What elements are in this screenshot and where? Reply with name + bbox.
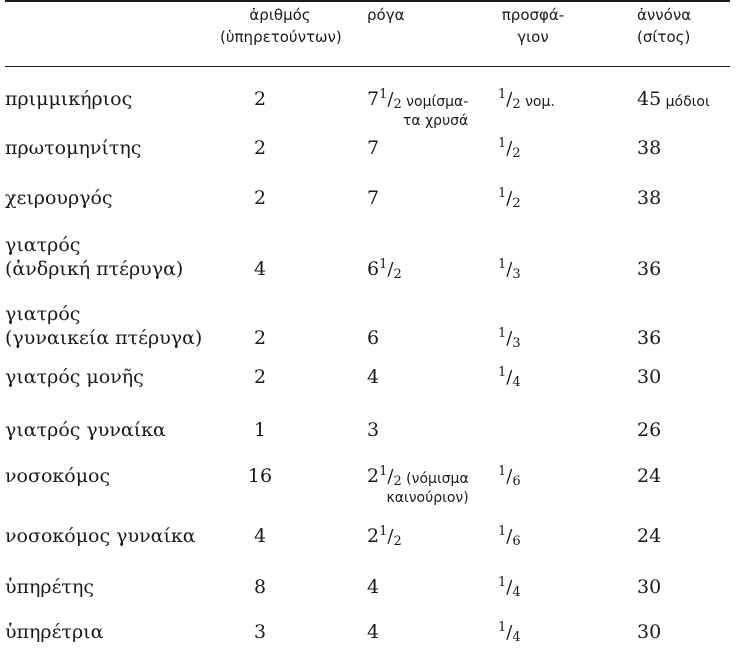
roga-whole: 7 [367,88,380,110]
roga-value [367,257,402,284]
header-prosfagion-line-1: προσφά- [501,6,565,24]
row-label [5,524,196,548]
annona-unit: μόδιοι [661,94,710,110]
header-roga [367,4,404,26]
prosfagion-value [498,620,521,647]
header-arithmos-line-2: (ὑπηρετούντων) [220,28,342,46]
prosfagion-value [498,575,521,602]
row-count: 4 [253,525,267,547]
fraction-slash: / [506,259,513,280]
annona-value [637,87,710,113]
fraction-slash: / [387,89,394,110]
prosfagion-value [498,365,521,392]
row-label-line: πρωτομηνίτης [5,137,142,159]
table-header-rule [5,66,730,67]
row-count: 2 [253,88,267,110]
roga-whole: 3 [367,419,380,441]
header-prosfagion-line-2: γιον [517,28,549,46]
roga-note: νομίσμα- [401,94,469,110]
row-count: 2 [253,137,267,159]
fraction-numerator: 1 [498,620,507,635]
roga-note: (νόμισμα [401,471,469,487]
fraction-denominator: 2 [512,146,521,161]
roga-whole: 7 [367,137,380,159]
annona-number: 24 [637,465,662,487]
row-count: 2 [253,327,267,349]
roga-whole: 4 [367,366,380,388]
fraction-slash: / [506,466,513,487]
fraction-denominator: 3 [512,336,521,351]
fraction-numerator: 1 [498,136,507,151]
fraction-denominator: 4 [512,630,521,645]
fraction-slash: / [506,577,513,598]
header-arithmos-line-1: ἀριθμός [249,6,311,24]
fraction-slash: / [506,622,513,643]
roga-value [367,524,402,551]
annona-number: 38 [637,187,662,209]
annona-value [637,464,661,488]
roga-whole: 2 [367,465,380,487]
roga-note-line-2: τα χρυσά [402,113,469,129]
row-label [5,464,110,488]
prosfagion-value [498,186,521,213]
row-label [5,365,144,389]
fraction-denominator: 2 [512,97,521,112]
header-prosfagion [498,4,568,48]
annona-value [637,186,661,210]
fraction-slash: / [387,466,394,487]
roga-value [367,365,379,389]
prosfagion-value [498,524,521,551]
row-count: 8 [253,576,267,598]
fraction-numerator: 1 [379,464,388,479]
row-label-line: νοσοκόμος γυναίκα [5,525,196,547]
fraction-numerator: 1 [498,575,507,590]
roga-value [367,136,379,160]
header-annona [637,4,691,48]
annona-number: 30 [637,621,662,643]
annona-value [637,326,661,350]
annona-value [637,136,661,160]
fraction-denominator: 2 [393,97,402,112]
fraction-numerator: 1 [498,186,507,201]
annona-number: 45 [637,88,662,110]
fraction-denominator: 2 [393,267,402,282]
row-label-line: πριμμικήριος [5,88,133,110]
fraction-slash: / [506,89,513,110]
annona-value [637,365,661,389]
roga-whole: 2 [367,525,380,547]
annona-number: 24 [637,525,662,547]
fraction-numerator: 1 [379,257,388,272]
fraction-numerator: 1 [498,365,507,380]
row-label-line: ὑπηρέτρια [5,621,104,643]
row-count: 2 [253,366,267,388]
fraction-denominator: 4 [512,375,521,390]
row-label [5,302,202,350]
fraction-denominator: 2 [393,534,402,549]
row-label [5,575,94,599]
row-label-line: ὑπηρέτης [5,576,94,598]
fraction-numerator: 1 [498,326,507,341]
prosfagion-value [498,326,521,353]
fraction-slash: / [506,188,513,209]
fraction-denominator: 6 [512,474,521,489]
fraction-numerator: 1 [379,87,388,102]
fraction-numerator: 1 [498,257,507,272]
row-label-line: χειρουργός [5,187,113,209]
fraction-denominator: 2 [393,474,402,489]
row-label-line: γιατρός γυναίκα [5,419,166,441]
fraction-slash: / [506,526,513,547]
header-annona-line-1: ἀννόνα [637,6,692,24]
annona-number: 30 [637,366,662,388]
annona-number: 26 [637,419,662,441]
annona-value [637,524,661,548]
fraction-slash: / [506,367,513,388]
prosfagion-value [498,464,521,491]
fraction-slash: / [387,526,394,547]
fraction-numerator: 1 [498,87,507,102]
prosfagion-value [498,136,521,163]
fraction-slash: / [506,328,513,349]
roga-value [367,620,379,644]
row-label-line: (γυναικεία πτέρυγα) [5,327,203,349]
row-count: 2 [253,187,267,209]
row-label [5,87,132,111]
table-top-rule [5,0,730,2]
roga-whole: 4 [367,576,380,598]
annona-number: 38 [637,137,662,159]
row-label-line: (ἀνδρική πτέρυγα) [5,258,184,280]
roga-whole: 6 [367,258,380,280]
header-annona-line-2: (σίτος) [637,28,691,46]
fraction-numerator: 1 [379,524,388,539]
row-count: 3 [253,621,267,643]
annona-value [637,620,661,644]
row-count: 16 [247,465,273,487]
row-label [5,186,113,210]
annona-value [637,418,661,442]
fraction-numerator: 1 [498,464,507,479]
annona-number: 30 [637,576,662,598]
prosfagion-value [498,87,555,114]
roga-value [367,87,468,131]
prosfagion-note: νομ. [520,94,555,110]
row-label-line: γιατρός [5,303,81,325]
fraction-denominator: 2 [512,196,521,211]
row-count: 1 [253,419,267,441]
row-label-line: νοσοκόμος [5,465,111,487]
row-label [5,233,183,281]
roga-whole: 6 [367,327,380,349]
row-label [5,136,141,160]
fraction-denominator: 4 [512,585,521,600]
row-label [5,620,103,644]
roga-note-line-2: καινούριον) [386,490,469,506]
annona-number: 36 [637,258,662,280]
row-count: 4 [253,258,267,280]
roga-value [367,326,379,350]
roga-value [367,418,379,442]
roga-value [367,575,379,599]
fraction-denominator: 6 [512,534,521,549]
fraction-numerator: 1 [498,524,507,539]
header-roga-label: ρόγα [367,6,405,24]
row-label-line: γιατρός [5,234,81,256]
annona-value [637,257,661,281]
fraction-denominator: 3 [512,267,521,282]
roga-whole: 4 [367,621,380,643]
row-label-line: γιατρός μονῆς [5,366,144,388]
header-arithmos [220,4,340,48]
row-label [5,418,166,442]
roga-value [367,464,469,508]
annona-number: 36 [637,327,662,349]
prosfagion-value [498,257,521,284]
roga-value [367,186,379,210]
fraction-slash: / [387,259,394,280]
annona-value [637,575,661,599]
roga-whole: 7 [367,187,380,209]
fraction-slash: / [506,138,513,159]
